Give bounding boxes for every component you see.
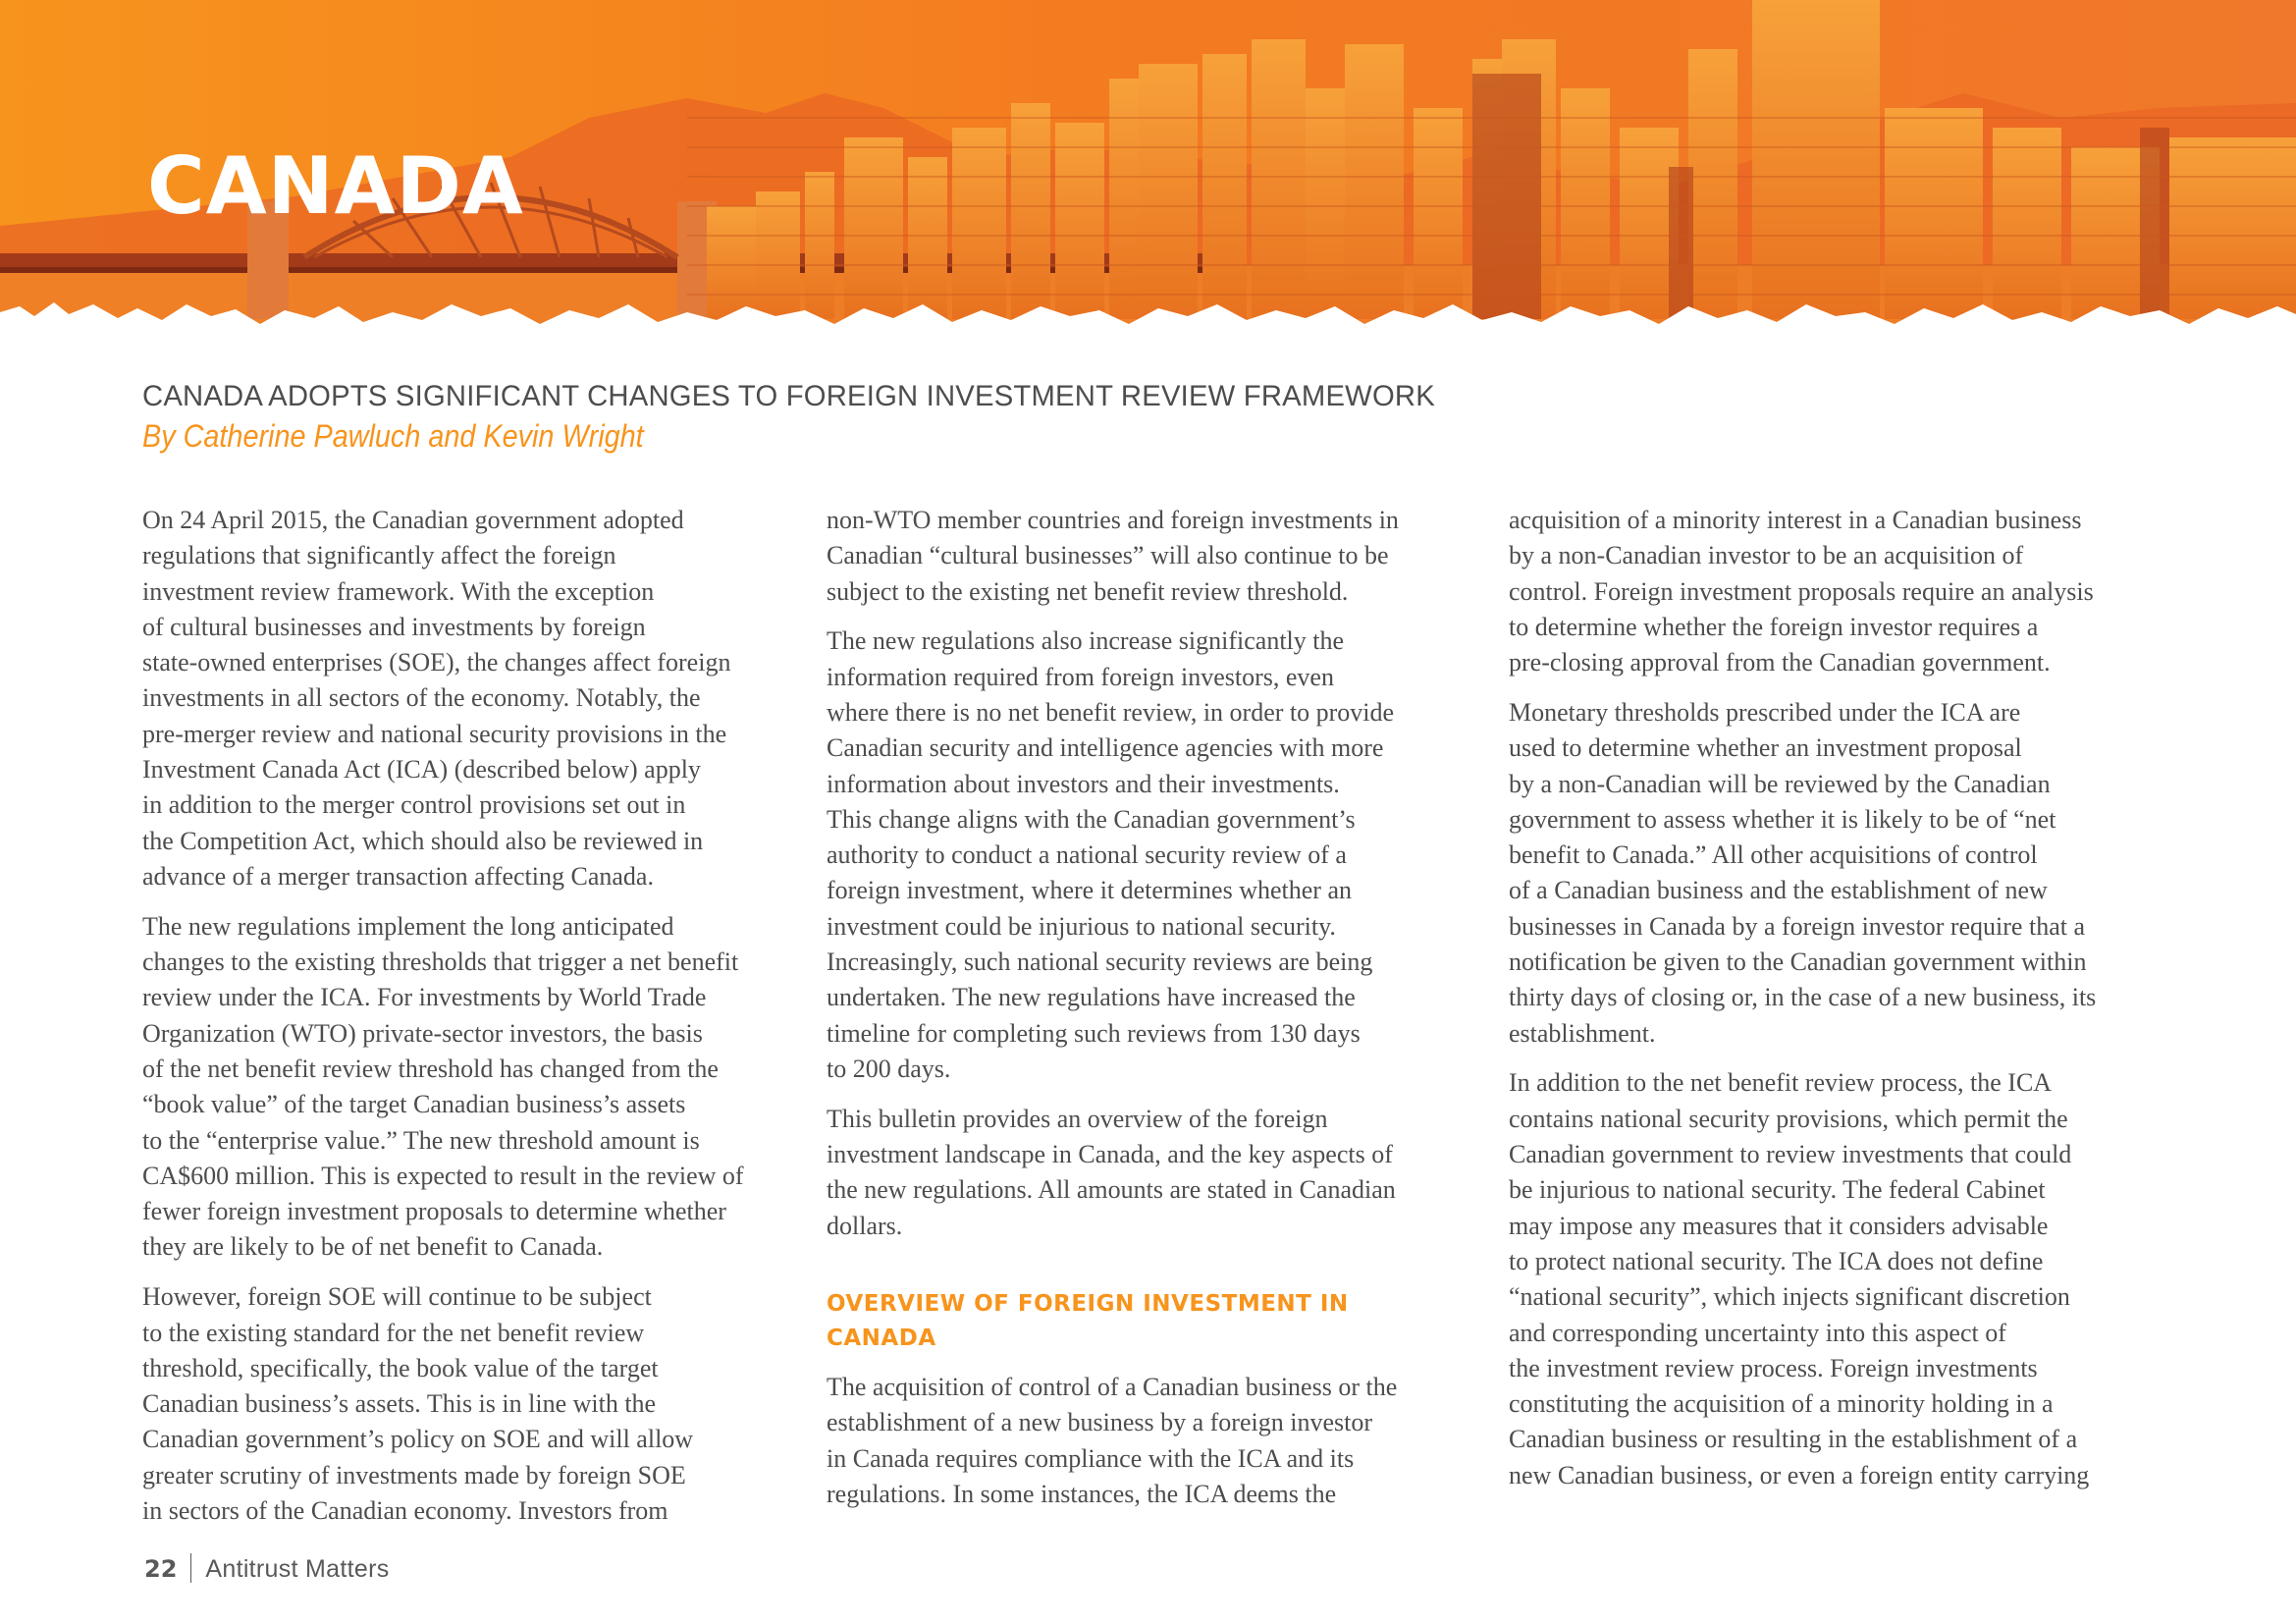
page-number: 22	[144, 1555, 178, 1583]
text-line: of a Canadian business and the establishment of new	[1509, 876, 2048, 905]
text-line: The new regulations implement the long anticipated	[142, 911, 674, 941]
text-line: Canadian business’s assets. This is in line with the	[142, 1389, 657, 1419]
text-line: Monetary thresholds prescribed under the ICA are	[1509, 697, 2021, 727]
text-line: establishment of a new business by a foreign investor	[827, 1408, 1372, 1437]
text-line: to the existing standard for the net benefit review	[142, 1318, 645, 1347]
text-line: the investment review process. Foreign investments	[1509, 1353, 2038, 1382]
text-line: Increasingly, such national security reviews are being	[827, 947, 1373, 977]
text-line: Canadian “cultural businesses” will also continue to be	[827, 541, 1389, 570]
text-line: authority to conduct a national security review of a	[827, 840, 1347, 870]
text-line: regulations. In some instances, the ICA deems the	[827, 1479, 1337, 1508]
text-line: Organization (WTO) private-sector investors, the basis	[142, 1018, 703, 1048]
header-banner	[0, 0, 2296, 339]
text-line: In addition to the net benefit review process, the ICA	[1509, 1068, 2053, 1098]
text-line: investments in all sectors of the economy. Notably, the	[142, 683, 701, 713]
text-column-3	[1509, 503, 2176, 1508]
text-line: Canadian security and intelligence agencies with more	[827, 733, 1384, 763]
paragraph	[1509, 1065, 2176, 1493]
paragraph	[1509, 695, 2176, 1052]
text-line: notification be given to the Canadian government within	[1509, 947, 2087, 977]
paragraph	[827, 503, 1494, 610]
text-line: government to assess whether it is likely to be of “net	[1509, 804, 2056, 834]
text-line: investment could be injurious to national security.	[827, 911, 1336, 941]
section-subheading	[827, 1287, 1494, 1356]
text-line: thirty days of closing or, in the case of a new business, its	[1509, 983, 2097, 1012]
text-line: subject to the existing net benefit review threshold.	[827, 576, 1349, 606]
paragraph	[827, 1102, 1494, 1244]
article-title: CANADA ADOPTS SIGNIFICANT CHANGES TO FOREIGN INVESTMENT REVIEW FRAMEWORK	[142, 380, 1435, 412]
text-line: pre-closing approval from the Canadian government.	[1509, 648, 2051, 677]
text-line: the new regulations. All amounts are stated in Canadian	[827, 1175, 1396, 1205]
text-line: CA$600 million. This is expected to result in the review of	[142, 1161, 744, 1190]
text-line: The acquisition of control of a Canadian business or the	[827, 1372, 1398, 1401]
text-line: greater scrutiny of investments made by foreign SOE	[142, 1460, 686, 1489]
text-line: timeline for completing such reviews from 130 days	[827, 1018, 1361, 1048]
text-line: in Canada requires compliance with the ICA and its	[827, 1443, 1355, 1473]
text-line: dollars.	[827, 1211, 903, 1240]
text-line: undertaken. The new regulations have increased the	[827, 983, 1356, 1012]
text-line: contains national security provisions, which permit the	[1509, 1104, 2068, 1133]
text-line: regulations that significantly affect the foreign	[142, 541, 616, 570]
paragraph	[142, 909, 810, 1266]
text-line: constituting the acquisition of a minority holding in a	[1509, 1389, 2054, 1419]
text-line: Canadian business or resulting in the establishment of a	[1509, 1425, 2078, 1454]
text-column-2	[827, 503, 1494, 1527]
text-line: information about investors and their investments.	[827, 769, 1340, 798]
byline: By Catherine Pawluch and Kevin Wright	[142, 418, 644, 454]
text-line: control. Foreign investment proposals require an analysis	[1509, 576, 2094, 606]
paragraph	[827, 1370, 1494, 1512]
text-line: of the net benefit review threshold has changed from the	[142, 1054, 719, 1083]
text-line: new Canadian business, or even a foreign entity carrying	[1509, 1460, 2090, 1489]
publication-name: Antitrust Matters	[205, 1555, 390, 1583]
text-line: advance of a merger transaction affecting Canada.	[142, 861, 654, 891]
text-line: investment landscape in Canada, and the key aspects of	[827, 1140, 1393, 1169]
text-line: state-owned enterprises (SOE), the changes affect foreign	[142, 648, 731, 677]
text-line: be injurious to national security. The federal Cabinet	[1509, 1175, 2046, 1205]
text-line: foreign investment, where it determines whether an	[827, 876, 1352, 905]
text-line: This change aligns with the Canadian government’s	[827, 804, 1356, 834]
paragraph	[1509, 503, 2176, 680]
text-line: the Competition Act, which should also be reviewed in	[142, 826, 704, 855]
text-line: establishment.	[1509, 1018, 1656, 1048]
text-line: to 200 days.	[827, 1054, 951, 1083]
text-line: fewer foreign investment proposals to determine whether	[142, 1197, 726, 1226]
paragraph	[142, 503, 810, 894]
text-line: However, foreign SOE will continue to be subject	[142, 1282, 652, 1312]
text-line: benefit to Canada.” All other acquisitions of control	[1509, 840, 2038, 870]
text-line: Canadian government’s policy on SOE and will allow	[142, 1425, 694, 1454]
paragraph	[827, 623, 1494, 1087]
page-footer	[144, 1553, 390, 1584]
text-line: to protect national security. The ICA does not define	[1509, 1246, 2044, 1275]
text-line: information required from foreign investors, even	[827, 662, 1334, 691]
text-line: by a non-Canadian will be reviewed by the Canadian	[1509, 769, 2051, 798]
text-line: investment review framework. With the exception	[142, 576, 655, 606]
text-line: The new regulations also increase significantly the	[827, 626, 1345, 656]
text-line: Investment Canada Act (ICA) (described below) apply	[142, 755, 701, 785]
text-line: Canadian government to review investments that could	[1509, 1140, 2072, 1169]
text-line: to determine whether the foreign investor requires a	[1509, 612, 2039, 641]
text-line: CANADA	[827, 1325, 936, 1351]
paragraph	[142, 1279, 810, 1529]
text-line: where there is no net benefit review, in order to provide	[827, 697, 1395, 727]
text-line: “book value” of the target Canadian business’s assets	[142, 1090, 686, 1119]
text-line: businesses in Canada by a foreign investor require that a	[1509, 911, 2085, 941]
text-line: pre-merger review and national security provisions in the	[142, 719, 727, 748]
text-line: “national security”, which injects significant discretion	[1509, 1282, 2070, 1312]
text-line: by a non-Canadian investor to be an acquisition of	[1509, 541, 2024, 570]
text-line: changes to the existing thresholds that trigger a net benefit	[142, 947, 739, 977]
text-line: used to determine whether an investment proposal	[1509, 733, 2022, 763]
text-line: in addition to the merger control provisions set out in	[142, 790, 686, 820]
text-line: to the “enterprise value.” The new threshold amount is	[142, 1125, 700, 1155]
text-line: acquisition of a minority interest in a Canadian business	[1509, 506, 2082, 534]
section-title: CANADA	[147, 140, 524, 232]
footer-divider	[190, 1553, 191, 1583]
text-line: may impose any measures that it considers advisable	[1509, 1211, 2049, 1240]
text-line: This bulletin provides an overview of the foreign	[827, 1104, 1328, 1133]
text-line: review under the ICA. For investments by World Trade	[142, 983, 707, 1012]
text-line: threshold, specifically, the book value of the target	[142, 1353, 659, 1382]
text-line: non-WTO member countries and foreign investments in	[827, 506, 1399, 534]
text-line: OVERVIEW OF FOREIGN INVESTMENT IN	[827, 1290, 1349, 1317]
text-line: and corresponding uncertainty into this aspect of	[1509, 1318, 2006, 1347]
text-column-1	[142, 503, 810, 1543]
text-line: of cultural businesses and investments by foreign	[142, 612, 646, 641]
text-line: they are likely to be of net benefit to Canada.	[142, 1232, 604, 1262]
text-line: in sectors of the Canadian economy. Investors from	[142, 1496, 668, 1526]
text-line: On 24 April 2015, the Canadian government adopted	[142, 506, 684, 534]
